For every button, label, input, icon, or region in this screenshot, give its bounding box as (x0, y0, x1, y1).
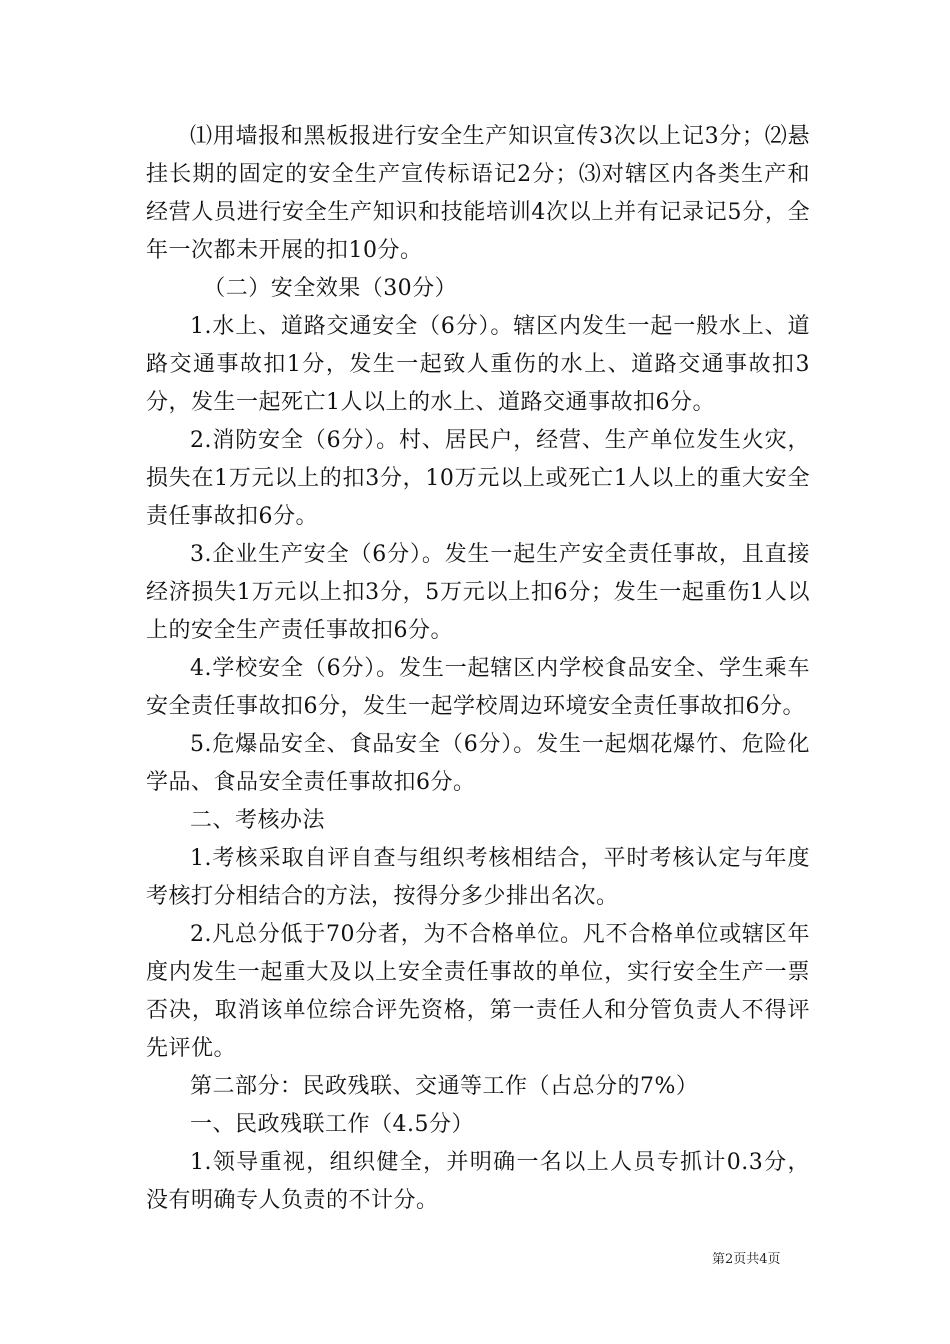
paragraph-failing-units: 2.凡总分低于70分者，为不合格单位。凡不合格单位或辖区年度内发生一起重大及以上安全责任事故的单位，实行安全生产一票否决，取消该单位综合评先资格，第一责任人和分管负责人不得评先评优。 (146, 922, 810, 1061)
section-heading-safety-results: （二）安全效果（30分） (203, 276, 458, 301)
part-heading-civil-affairs: 第二部分：民政残联、交通等工作（占总分的7%） (190, 1074, 699, 1099)
paragraph-leadership-organization: 1.领导重视，组织健全，并明确一名以上人员专抓计0.3分，没有明确专人负责的不计分。 (146, 1150, 810, 1213)
paragraph-assessment-approach: 1.考核采取自评自查与组织考核相结合，平时考核认定与年度考核打分相结合的方法，按得分多少排出名次。 (146, 846, 810, 909)
paragraph-fire-safety: 2.消防安全（6分）。村、居民户，经营、生产单位发生火灾，损失在1万元以上的扣3分，10万元以上或死亡1人以上的重大安全责任事故扣6分。 (146, 428, 810, 529)
paragraph-enterprise-safety: 3.企业生产安全（6分）。发生一起生产安全责任事故，且直接经济损失1万元以上扣3分，5万元以上扣6分；发生一起重伤1人以上的安全生产责任事故扣6分。 (146, 542, 810, 643)
page-number: 第2页共4页 (712, 1252, 781, 1267)
paragraph-hazardous-food-safety: 5.危爆品安全、食品安全（6分）。发生一起烟花爆竹、危险化学品、食品安全责任事故扣6分。 (146, 732, 810, 795)
paragraph-school-safety: 4.学校安全（6分）。发生一起辖区内学校食品安全、学生乘车安全责任事故扣6分，发生一起学校周边环境安全责任事故扣6分。 (146, 656, 810, 719)
paragraph-publicity-scoring: ⑴用墙报和黑板报进行安全生产知识宣传3次以上记3分；⑵悬挂长期的固定的安全生产宣传标语记2分；⑶对辖区内各类生产和经营人员进行安全生产知识和技能培训4次以上并有记录记5分，全年一次都未开展的扣10分。 (146, 124, 810, 263)
section-heading-assessment-method: 二、考核办法 (190, 808, 326, 833)
paragraph-traffic-safety: 1.水上、道路交通安全（6分）。辖区内发生一起一般水上、道路交通事故扣1分，发生一起致人重伤的水上、道路交通事故扣3分，发生一起死亡1人以上的水上、道路交通事故扣6分。 (146, 314, 810, 415)
section-heading-civil-affairs-work: 一、民政残联工作（4.5分） (190, 1112, 474, 1137)
document-body (146, 118, 810, 1220)
